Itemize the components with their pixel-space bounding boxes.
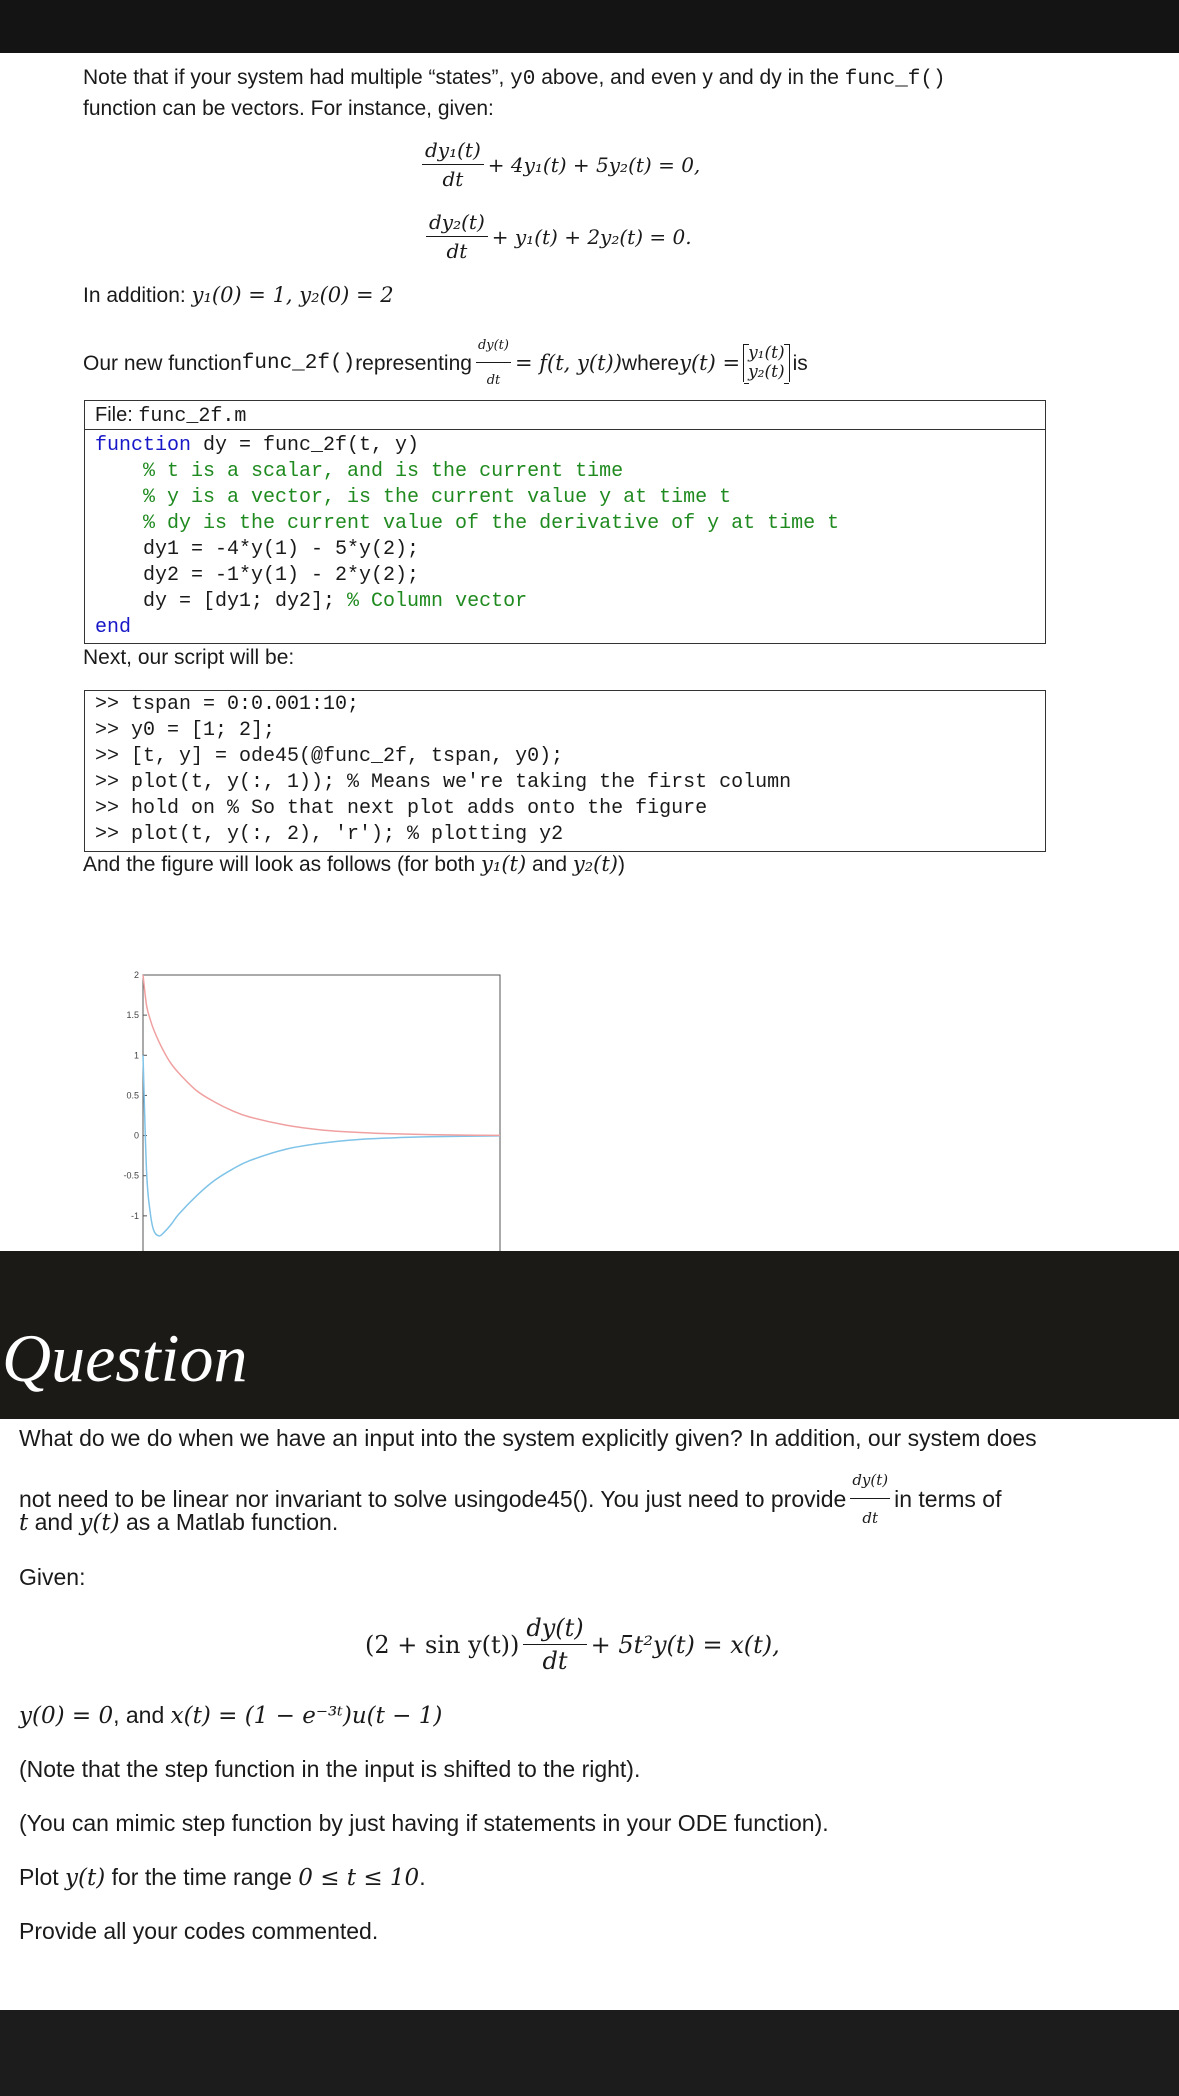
matrix-entry-2: y₂(t) — [748, 362, 785, 382]
code-line-2: % t is a scalar, and is the current time — [95, 460, 624, 483]
script-line-1: >> tspan = 0:0.001:10; — [95, 693, 360, 716]
intro-line-1 — [83, 62, 946, 95]
document-page — [0, 53, 1179, 1251]
caption-y1: y₁(t) — [481, 852, 527, 876]
script-line-6: >> plot(t, y(:, 2), 'r'); % plotting y2 — [95, 823, 564, 846]
newfunc-denominator: dt — [486, 373, 501, 388]
main-eq-denominator: dt — [542, 1647, 568, 1675]
eq1-denominator: dt — [442, 167, 464, 191]
bottom-dark-bar — [0, 2010, 1179, 2096]
q-frac-numerator: dy(t) — [850, 1463, 890, 1499]
code-line-7-code: dy = [dy1; dy2]; — [95, 590, 348, 613]
equation-2 — [422, 210, 692, 263]
script-line-3: >> [t, y] = ode45(@func_2f, tspan, y0); — [95, 745, 564, 768]
y-tick-label: 0.5 — [126, 1090, 139, 1101]
question-p1-line1: What do we do when we have an input into the system explicitly given? In addition, our system does — [19, 1425, 1037, 1451]
question-initial-condition — [19, 1698, 442, 1733]
q-line3-and: and — [28, 1509, 80, 1535]
plot-text-b: for the time range — [105, 1864, 299, 1890]
question-p1-line3 — [19, 1505, 338, 1540]
caption-y2: y₂(t) — [572, 852, 618, 876]
question-note-1: (Note that the step function in the input is shifted to the right). — [19, 1756, 641, 1782]
q-line2-text-a: not need to be linear nor invariant to solve using — [19, 1486, 509, 1512]
question-note-2: (You can mimic step function by just having if statements in your ODE function). — [19, 1810, 829, 1836]
q-line3-y: y(t) — [79, 1510, 120, 1536]
newfunc-numerator: dy(t) — [476, 330, 511, 363]
main-eq-numerator: dy(t) — [523, 1614, 586, 1645]
script-intro: Next, our script will be: — [83, 646, 295, 669]
file-header-label: File: — [95, 404, 139, 426]
eq2-numerator: dy₂(t) — [426, 210, 488, 237]
intro-func-code: func_f() — [844, 68, 946, 91]
eq1-rest: + 4y₁(t) + 5y₂(t) = 0, — [487, 152, 701, 177]
init-and: , and — [113, 1702, 171, 1728]
main-eq-fraction — [523, 1614, 586, 1675]
y-tick-label: -1 — [130, 1210, 139, 1221]
code-line-5: dy1 = -4*y(1) - 5*y(2); — [95, 538, 420, 561]
code-line-7 — [95, 589, 527, 615]
file-header-box — [84, 400, 1046, 431]
newfunc-matrix — [743, 344, 790, 382]
code-line-8: end — [95, 616, 132, 639]
newfunc-text-a: Our new function — [83, 351, 242, 375]
intro-text-b: above, and even y and dy in the — [535, 66, 845, 89]
intro-y0-code: y0 — [510, 68, 536, 91]
y-tick-label: 0 — [133, 1130, 139, 1141]
q-line2-text-c: in terms of — [894, 1486, 1002, 1512]
addition-line — [83, 280, 394, 311]
script-line-5: >> hold on % So that next plot adds onto the figure — [95, 797, 708, 820]
new-function-line — [83, 330, 808, 396]
intro-text-a: Note that if your system had multiple “states”, — [83, 66, 511, 89]
main-eq-right: + 5t²y(t) = x(t), — [590, 1630, 780, 1659]
plot-text-a: Plot — [19, 1864, 66, 1890]
q-line2-fraction — [850, 1463, 890, 1535]
script-line-2: >> y0 = [1; 2]; — [95, 719, 276, 742]
code-line-3: % y is a vector, is the current value y at time t — [95, 486, 732, 509]
question-provide: Provide all your codes commented. — [19, 1918, 379, 1944]
plot-area — [143, 975, 500, 1256]
newfunc-is: is — [792, 351, 808, 375]
eq2-rest: + y₁(t) + 2y₂(t) = 0. — [491, 224, 692, 249]
y-tick-label: 1.5 — [126, 1010, 139, 1021]
question-plot-line — [19, 1860, 426, 1895]
code-line-1 — [95, 433, 419, 459]
newfunc-code: func_2f() — [241, 351, 356, 375]
q-line3-t: t — [19, 1510, 29, 1536]
q-line3-rest: as a Matlab function. — [119, 1509, 339, 1535]
eq2-fraction — [426, 210, 488, 263]
top-dark-bar — [0, 0, 1179, 53]
newfunc-text-b: representing — [355, 351, 472, 375]
y-tick-label: -0.5 — [123, 1170, 139, 1181]
code-line-4: % dy is the current value of the derivative of y at time t — [95, 512, 840, 535]
ode-solution-chart — [100, 908, 520, 1283]
question-main-equation — [365, 1614, 780, 1675]
eq1-fraction — [422, 138, 484, 191]
newfunc-equation: = f(t, y(t)) — [514, 350, 622, 375]
file-header — [95, 401, 246, 431]
newfunc-where: where — [621, 351, 680, 375]
script-code-box — [84, 690, 1046, 852]
figure-caption — [83, 849, 625, 880]
addition-label: In addition: — [83, 284, 192, 307]
y-tick-label: 1 — [133, 1050, 139, 1061]
init-input: x(t) = (1 − e⁻³ᵗ)u(t − 1) — [170, 1703, 443, 1729]
newfunc-y: y(t) = — [679, 350, 741, 375]
question-title: Question — [2, 1320, 248, 1396]
caption-and: and — [526, 853, 573, 876]
intro-line-2: function can be vectors. For instance, given: — [83, 97, 494, 120]
caption-text-a: And the figure will look as follows (for both — [83, 853, 482, 876]
eq2-denominator: dt — [446, 239, 468, 263]
code-keyword-function: function — [95, 434, 192, 457]
q-line2-text-b: . You just need to provide — [588, 1486, 847, 1512]
caption-text-b: ) — [617, 853, 625, 876]
init-y0: y(0) = 0 — [19, 1703, 114, 1729]
plot-range: 0 ≤ t ≤ 10 — [298, 1865, 420, 1891]
code-box-func-2f — [84, 429, 1046, 644]
main-eq-left: (2 + sin y(t)) — [365, 1630, 520, 1659]
plot-y: y(t) — [65, 1865, 106, 1891]
code-line-7-comment: % Column vector — [347, 590, 528, 613]
equation-1 — [418, 138, 700, 191]
plot-text-c: . — [419, 1864, 426, 1890]
code-line-1-rest: dy = func_2f(t, y) — [191, 434, 420, 457]
question-given: Given: — [19, 1564, 86, 1590]
q-line2-code: ode45() — [508, 1486, 588, 1512]
code-line-6: dy2 = -1*y(1) - 2*y(2); — [95, 564, 420, 587]
script-line-4: >> plot(t, y(:, 1)); % Means we're taking the first column — [95, 771, 792, 794]
eq1-numerator: dy₁(t) — [422, 138, 484, 165]
file-header-filename: func_2f.m — [138, 405, 247, 428]
matrix-entry-1: y₁(t) — [748, 343, 785, 363]
addition-math: y₁(0) = 1, y₂(0) = 2 — [191, 283, 394, 307]
y-tick-label: 2 — [133, 970, 139, 980]
question-area — [0, 1419, 1179, 2010]
q-frac-denominator: dt — [862, 1509, 879, 1527]
newfunc-fraction — [476, 330, 511, 396]
